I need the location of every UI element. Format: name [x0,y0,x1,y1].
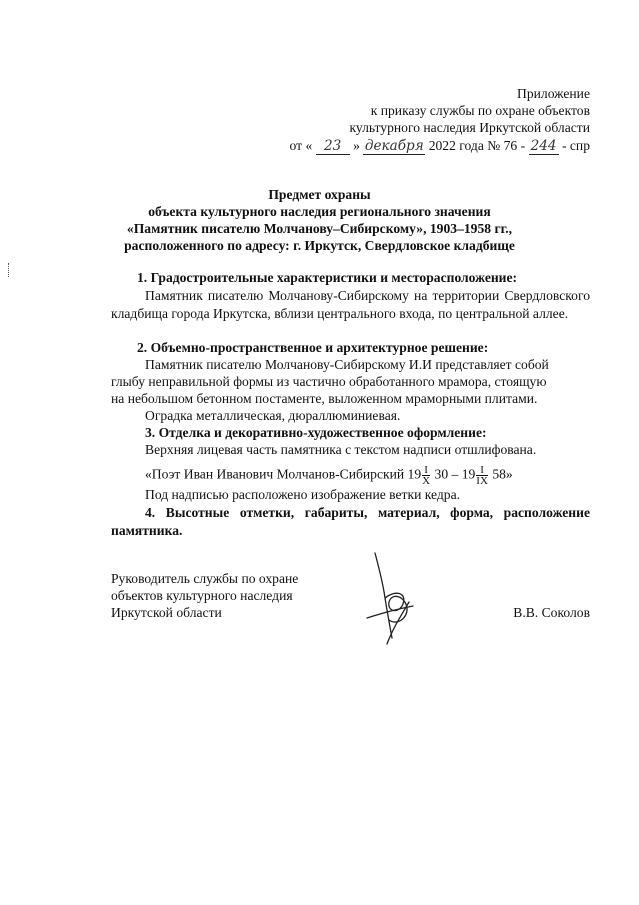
order-suffix: - спр [561,138,590,153]
signature-position-line-2: объектов культурного наследия [111,588,293,603]
title-line-1: Предмет охраны [268,187,371,202]
scan-mark [8,263,10,277]
date-prefix: от « [289,138,313,153]
section-2-line-3: на небольшом бетонном постаменте, выложенном мраморными плитами. [111,391,538,406]
section-1-text: Памятник писателю Молчанову-Сибирскому на территории Свердловского кладбища города Иркутска, вблизи центрального входа, по центральной аллее. [111,288,590,321]
handwritten-signature [345,548,435,658]
signature-position-line-1: Руководитель службы по охране [111,571,299,586]
signature-name: В.В. Соколов [513,605,590,620]
order-number: 244 [529,138,559,155]
title-line-3: «Памятник писателю Молчанову–Сибирскому», 1903–1958 гг., [126,221,513,236]
date-month: декабря [364,138,424,154]
section-3-heading: 3. Отделка и декоративно-художественное оформление: [145,425,487,440]
fraction-2-bottom: IX [476,475,488,487]
header-line-1: Приложение [517,86,590,101]
date-day: 23 [316,138,350,155]
fraction-1-bottom: X [422,475,431,487]
section-2-line-4: Оградка металлическая, дюраллюминиевая. [145,408,401,423]
section-3-line-3: Под надписью расположено изображение ветки кедра. [145,487,461,502]
header-date-line [290,138,591,155]
section-3-line-1: Верхняя лицевая часть памятника с текстом надписи отшлифована. [145,442,537,457]
header-line-2: к приказу службы по охране объектов [370,103,590,118]
inscription-fraction-1 [422,465,430,486]
section-2-line-1: Памятник писателю Молчанову-Сибирскому И.И представляет собой [145,357,549,372]
inscription-end: 58» [492,466,513,482]
section-2-heading: 2. Объемно-пространственное и архитектурное решение: [137,340,489,355]
section-2-line-2: глыбу неправильной формы из частично обработанного мрамора, стоящую [111,374,547,389]
signature-position-line-3: Иркутской области [111,605,222,620]
title-line-4: расположенного по адресу: г. Иркутск, Свердловское кладбище [124,238,515,253]
section-4-heading: 4. Высотные отметки, габариты, материал, форма, расположение памятника. [111,505,590,538]
inscription-start: «Поэт Иван Иванович Молчанов-Сибирский 19 [145,466,422,482]
header-line-3: культурного наследия Иркутской области [349,120,590,135]
date-mid: » [353,138,360,153]
fraction-2-top: I [476,465,488,476]
date-year: 2022 года № 76 - [428,138,526,153]
section-1-heading: 1. Градостроительные характеристики и месторасположение: [137,270,518,285]
title-line-2: объекта культурного наследия регионального значения [148,204,491,219]
inscription-mid: 30 – 19 [434,466,476,482]
fraction-1-top: I [422,465,430,476]
inscription-fraction-2 [476,465,488,486]
inscription-line [145,465,513,486]
